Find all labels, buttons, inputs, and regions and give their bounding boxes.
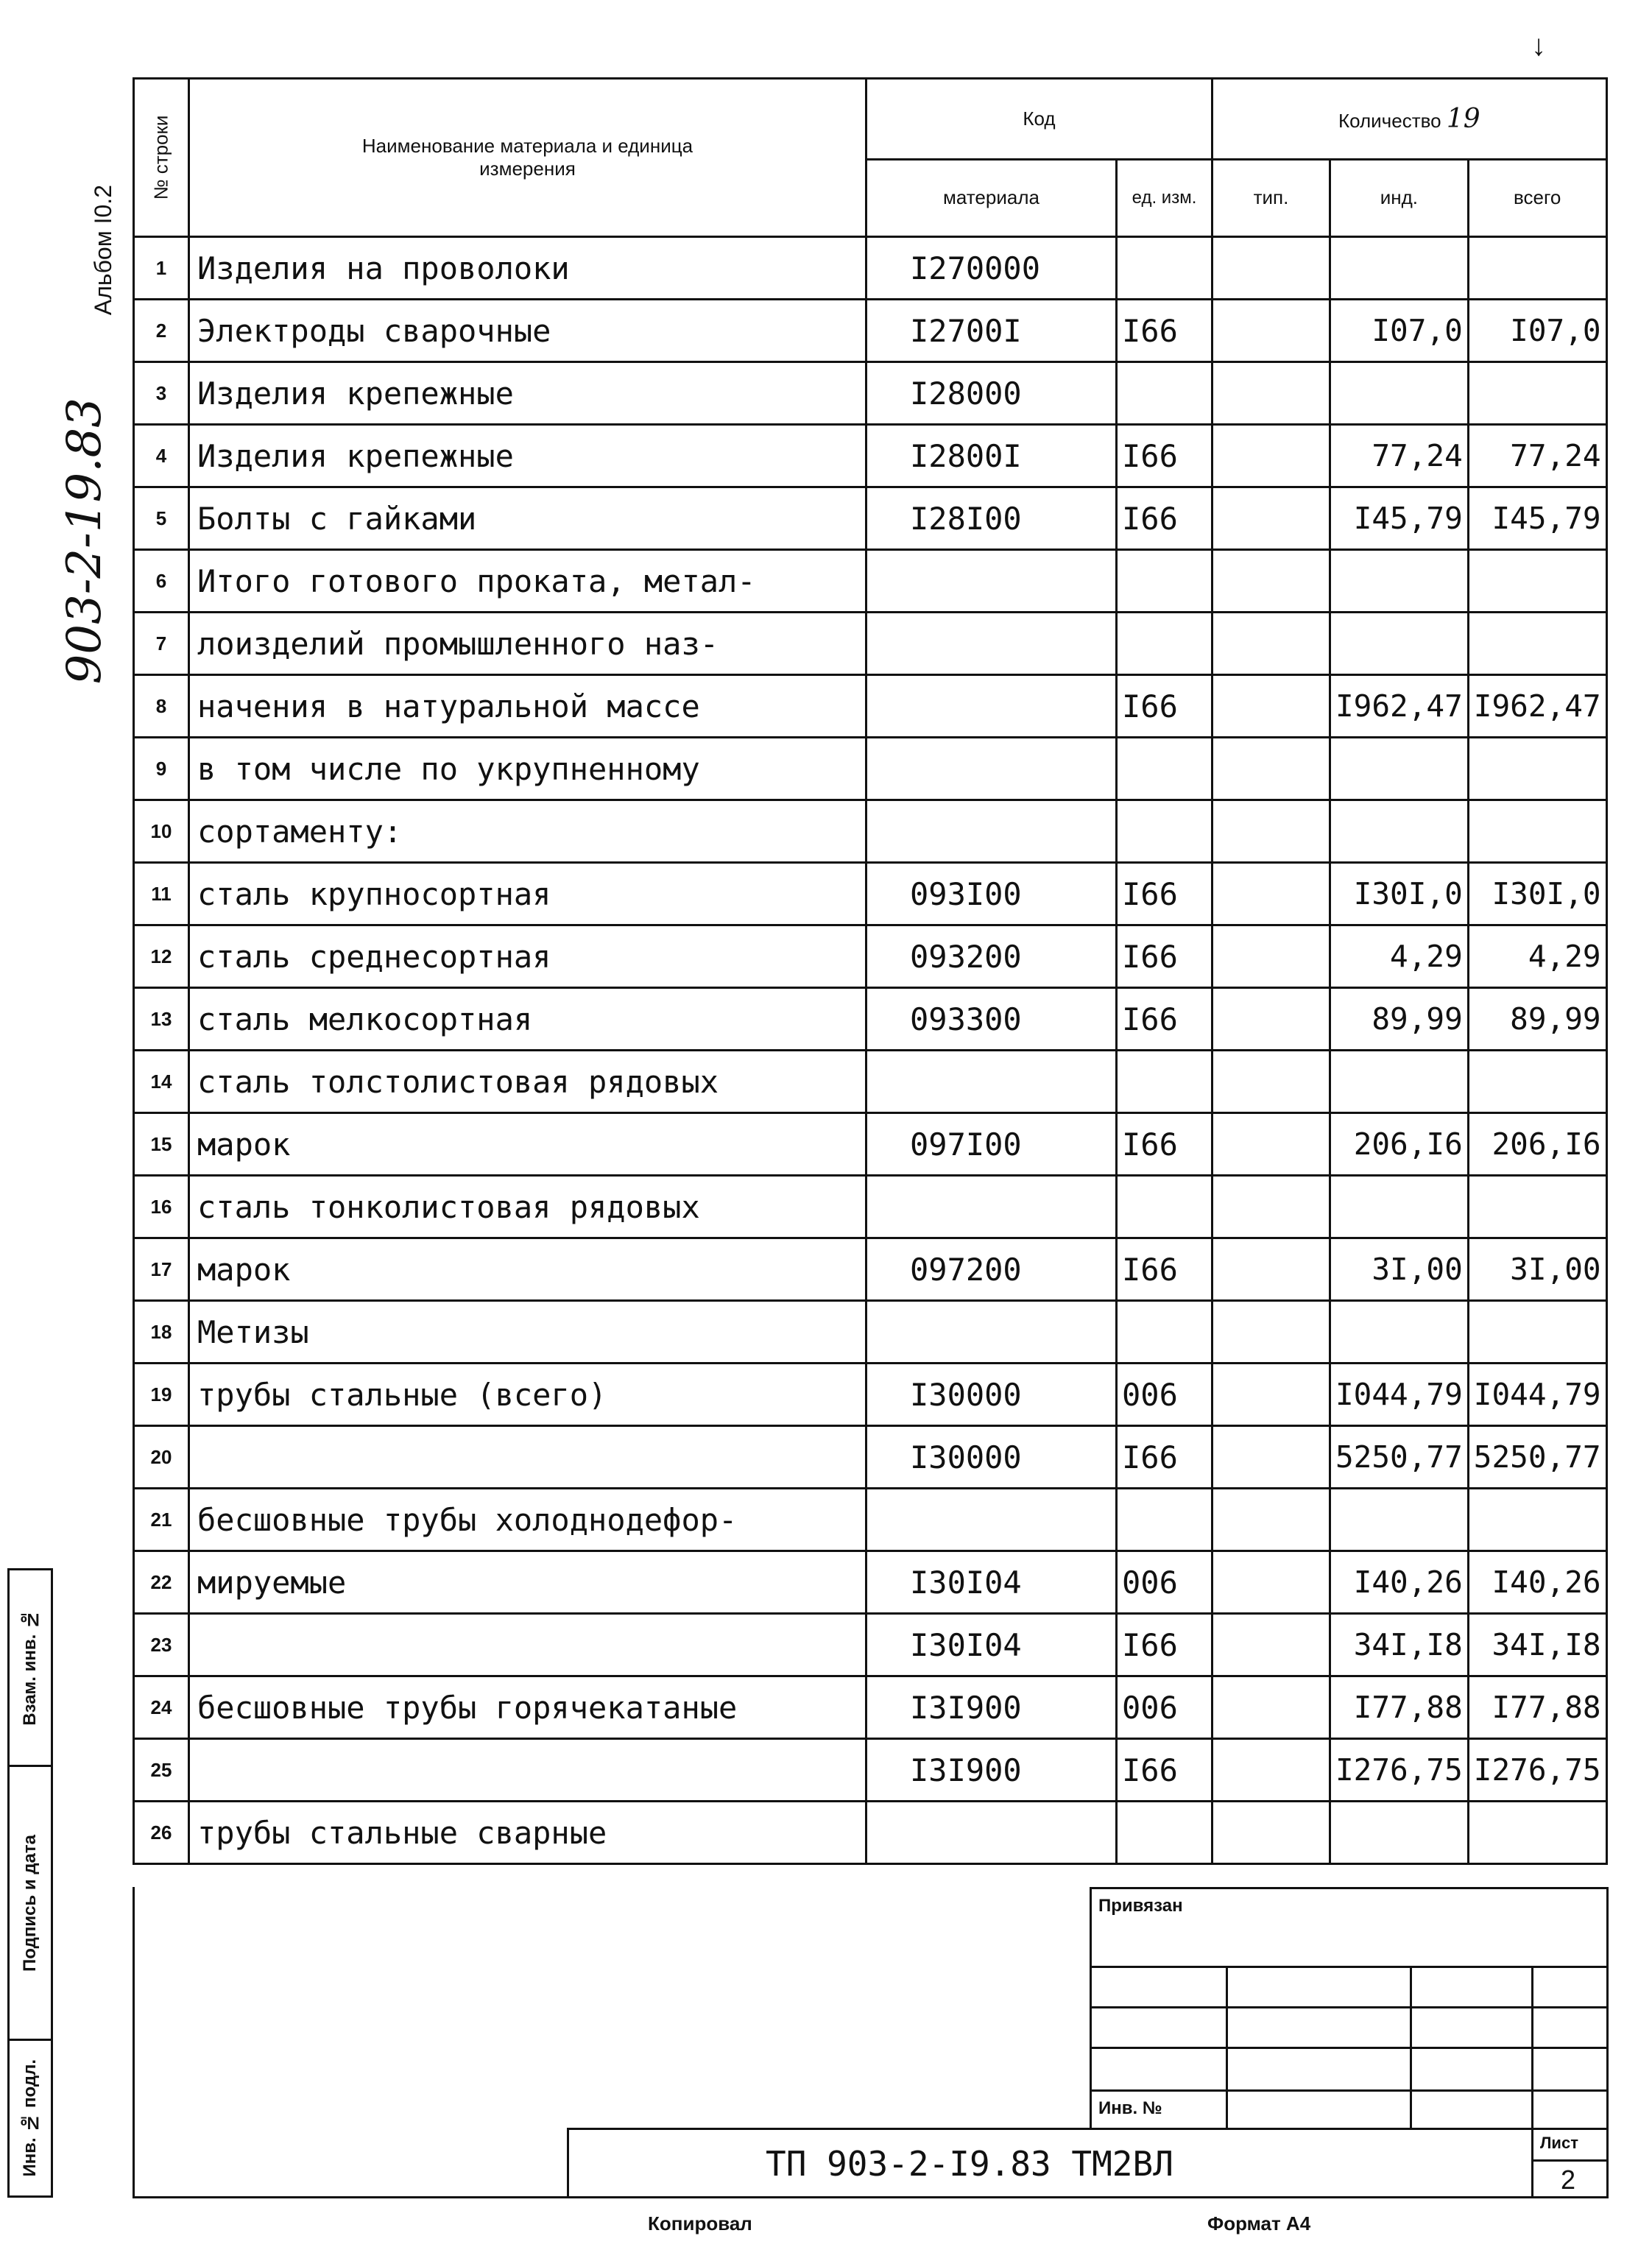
unit-code-cell [1117,237,1212,300]
row-number-cell: 11 [134,863,189,925]
material-name-cell: Изделия крепежные [189,362,866,425]
unit-code-cell [1117,800,1212,863]
qty-total-cell [1468,1489,1606,1551]
table-row [134,550,1607,613]
qty-typ-cell [1212,1176,1330,1238]
unit-code-cell: I66 [1117,675,1212,738]
row-number-cell: 20 [134,1426,189,1489]
sheet-label: Лист [1540,2134,1578,2152]
table-row [134,738,1607,800]
row-number-cell: 1 [134,237,189,300]
qty-typ-cell [1212,1802,1330,1864]
qty-total-cell: I40,26 [1468,1551,1606,1614]
qty-total-cell: 206,I6 [1468,1113,1606,1176]
qty-typ-cell [1212,675,1330,738]
table-row [134,1739,1607,1802]
material-name-cell: марок [189,1238,866,1301]
qty-ind-cell [1330,550,1469,613]
material-code-cell: I30000 [866,1364,1117,1426]
table-row [134,675,1607,738]
material-name-cell: марок [189,1113,866,1176]
total-header: всего [1468,160,1606,237]
qty-total-cell [1468,550,1606,613]
qty-ind-cell [1330,237,1469,300]
qty-ind-cell [1330,1051,1469,1113]
row-number-cell: 25 [134,1739,189,1802]
row-number-cell: 21 [134,1489,189,1551]
material-code-cell: 097200 [866,1238,1117,1301]
material-name-cell: Изделия на проволоки [189,237,866,300]
sheet-vline [1531,2128,1533,2198]
material-code-cell: 093200 [866,925,1117,988]
qty-total-cell: 77,24 [1468,425,1606,487]
unit-code-cell [1117,1301,1212,1364]
qty-ind-cell [1330,613,1469,675]
material-name-cell: бесшовные трубы горячекатаные [189,1676,866,1739]
material-code-cell: I28I00 [866,487,1117,550]
document-code: ТП 903-2-I9.83 ТМ2ВЛ [766,2144,1173,2184]
qty-typ-cell [1212,1676,1330,1739]
table-row [134,1676,1607,1739]
qty-total-cell: 3I,00 [1468,1238,1606,1301]
row-number-cell: 26 [134,1802,189,1864]
qty-typ-cell [1212,925,1330,988]
table-row [134,425,1607,487]
qty-ind-cell: I30I,0 [1330,863,1469,925]
material-name-cell: Электроды сварочные [189,300,866,362]
code-header: Код [866,79,1212,160]
qty-ind-cell: 34I,I8 [1330,1614,1469,1676]
material-code-cell [866,1051,1117,1113]
material-name-cell: сортаменту: [189,800,866,863]
material-code-cell: I30000 [866,1426,1117,1489]
qty-ind-cell: 89,99 [1330,988,1469,1051]
qty-ind-cell: I276,75 [1330,1739,1469,1802]
qty-typ-cell [1212,1301,1330,1364]
material-code-cell [866,1301,1117,1364]
qty-ind-cell [1330,1301,1469,1364]
table-row [134,1113,1607,1176]
unit-code-cell [1117,613,1212,675]
material-code-cell: I30I04 [866,1551,1117,1614]
stamp-original-inv: Инв. № подл. [7,2039,53,2198]
row-number-cell: 12 [134,925,189,988]
corner-mark: ↓ [1531,29,1546,62]
qty-total-cell: 4,29 [1468,925,1606,988]
sheet-hline [1531,2159,1609,2162]
qty-ind-cell: I07,0 [1330,300,1469,362]
table-row [134,487,1607,550]
material-name-cell: сталь толстолистовая рядовых [189,1051,866,1113]
qty-ind-cell: I40,26 [1330,1551,1469,1614]
row-number-cell: 14 [134,1051,189,1113]
unit-code-cell: 006 [1117,1551,1212,1614]
row-number-cell: 6 [134,550,189,613]
unit-code-cell: I66 [1117,1739,1212,1802]
row-number-cell: 2 [134,300,189,362]
qty-ind-cell [1330,800,1469,863]
material-name-cell: сталь среднесортная [189,925,866,988]
unit-code-cell: I66 [1117,863,1212,925]
qty-ind-cell [1330,362,1469,425]
row-number-cell: 4 [134,425,189,487]
quantity-note: 19 [1446,103,1480,134]
qty-typ-cell [1212,1113,1330,1176]
qty-total-cell: I45,79 [1468,487,1606,550]
unit-code-cell: I66 [1117,988,1212,1051]
material-name-cell: начения в натуральной массе [189,675,866,738]
qty-ind-cell: I45,79 [1330,487,1469,550]
sheet-number: 2 [1561,2165,1576,2195]
row-number-cell: 9 [134,738,189,800]
quantity-header: Количество 19 [1212,79,1607,160]
qty-typ-cell [1212,1051,1330,1113]
qty-total-cell [1468,237,1606,300]
qty-ind-cell [1330,1802,1469,1864]
qty-total-cell: I276,75 [1468,1739,1606,1802]
row-number-cell: 15 [134,1113,189,1176]
unit-code-cell: 006 [1117,1676,1212,1739]
inv-no-label: Инв. № [1098,2098,1162,2118]
material-code-cell [866,550,1117,613]
table-row [134,1176,1607,1238]
material-code-cell [866,800,1117,863]
table-row [134,1489,1607,1551]
qty-total-cell [1468,362,1606,425]
qty-typ-cell [1212,1614,1330,1676]
row-number-cell: 19 [134,1364,189,1426]
material-code-cell: I2700I [866,300,1117,362]
table-row [134,863,1607,925]
material-code-cell: I270000 [866,237,1117,300]
qty-ind-cell [1330,1176,1469,1238]
material-code-cell: I28000 [866,362,1117,425]
qty-total-cell: I77,88 [1468,1676,1606,1739]
table-row [134,1051,1607,1113]
material-name-cell: мируемые [189,1551,866,1614]
table-row [134,300,1607,362]
material-code-cell: I2800I [866,425,1117,487]
row-number-cell: 3 [134,362,189,425]
unit-code-cell [1117,362,1212,425]
table-row [134,1802,1607,1864]
qty-ind-cell: I962,47 [1330,675,1469,738]
qty-total-cell [1468,1051,1606,1113]
qty-typ-cell [1212,487,1330,550]
material-name-cell: сталь мелкосортная [189,988,866,1051]
qty-typ-cell [1212,300,1330,362]
qty-total-cell [1468,1301,1606,1364]
unit-code-cell: I66 [1117,1238,1212,1301]
format-label: Формат А4 [1207,2212,1311,2234]
qty-typ-cell [1212,425,1330,487]
stamp-replaced-inv: Взам. инв. № [7,1568,53,1767]
unit-code-cell: 006 [1117,1364,1212,1426]
material-name-cell: Болты с гайками [189,487,866,550]
material-code-cell: 097I00 [866,1113,1117,1176]
qty-total-cell [1468,1802,1606,1864]
material-name-cell: трубы стальные (всего) [189,1364,866,1426]
material-name-cell [189,1426,866,1489]
material-name-cell: в том числе по укрупненному [189,738,866,800]
project-number: 903-2-19.83 [57,398,112,685]
qty-typ-cell [1212,237,1330,300]
table-row [134,362,1607,425]
unit-code-cell [1117,1489,1212,1551]
bound-vline-2 [1410,1966,1412,2130]
table-row [134,1551,1607,1614]
qty-total-cell: 34I,I8 [1468,1614,1606,1676]
unit-code-cell: I66 [1117,300,1212,362]
material-code-cell [866,1802,1117,1864]
table-row [134,925,1607,988]
unit-code-cell: I66 [1117,487,1212,550]
qty-typ-cell [1212,1489,1330,1551]
table-row [134,613,1607,675]
material-name-cell: трубы стальные сварные [189,1802,866,1864]
table-row [134,237,1607,300]
unit-code-cell: I66 [1117,1426,1212,1489]
unit-code-cell: I66 [1117,925,1212,988]
qty-ind-cell: 5250,77 [1330,1426,1469,1489]
row-number-cell: 23 [134,1614,189,1676]
qty-total-cell [1468,613,1606,675]
qty-ind-cell [1330,738,1469,800]
material-code-cell: I30I04 [866,1614,1117,1676]
table-row [134,988,1607,1051]
row-number-header: № строки [134,79,189,237]
material-name-cell: Изделия крепежные [189,425,866,487]
material-code-cell [866,1176,1117,1238]
row-number-cell: 13 [134,988,189,1051]
material-name-cell: лоизделий промышленного наз- [189,613,866,675]
table-row [134,1426,1607,1489]
material-code-cell: I3I900 [866,1676,1117,1739]
typ-header: тип. [1212,160,1330,237]
qty-typ-cell [1212,1238,1330,1301]
stamp-signature-date: Подпись и дата [7,1765,53,2041]
material-code-header: материала [866,160,1117,237]
material-name-cell: сталь тонколистовая рядовых [189,1176,866,1238]
material-name-cell: сталь крупносортная [189,863,866,925]
qty-total-cell [1468,800,1606,863]
qty-total-cell: 5250,77 [1468,1426,1606,1489]
table-row [134,1614,1607,1676]
table-row [134,1238,1607,1301]
ind-header: инд. [1330,160,1469,237]
materials-table [133,77,1608,1865]
table-row [134,1301,1607,1364]
unit-code-cell: I66 [1117,1614,1212,1676]
material-code-cell: 093300 [866,988,1117,1051]
bound-label: Привязан [1098,1896,1183,1916]
table-row [134,1364,1607,1426]
qty-typ-cell [1212,988,1330,1051]
bound-vline-3 [1531,1966,1533,2130]
copied-label: Копировал [648,2212,752,2234]
row-number-cell: 24 [134,1676,189,1739]
material-name-cell: Метизы [189,1301,866,1364]
qty-typ-cell [1212,1426,1330,1489]
material-code-cell [866,613,1117,675]
row-number-cell: 22 [134,1551,189,1614]
qty-typ-cell [1212,550,1330,613]
unit-code-header: ед. изм. [1117,160,1212,237]
row-number-cell: 5 [134,487,189,550]
unit-code-cell: I66 [1117,1113,1212,1176]
row-number-cell: 7 [134,613,189,675]
qty-typ-cell [1212,863,1330,925]
unit-code-cell: I66 [1117,425,1212,487]
qty-typ-cell [1212,1364,1330,1426]
material-code-cell [866,738,1117,800]
material-code-cell [866,675,1117,738]
qty-typ-cell [1212,800,1330,863]
unit-code-cell [1117,738,1212,800]
material-name-cell [189,1739,866,1802]
material-code-cell: 093I00 [866,863,1117,925]
qty-ind-cell: 3I,00 [1330,1238,1469,1301]
qty-ind-cell: 4,29 [1330,925,1469,988]
row-number-cell: 18 [134,1301,189,1364]
row-number-cell: 8 [134,675,189,738]
qty-ind-cell: 206,I6 [1330,1113,1469,1176]
qty-typ-cell [1212,1551,1330,1614]
qty-typ-cell [1212,362,1330,425]
unit-code-cell [1117,1051,1212,1113]
row-number-cell: 16 [134,1176,189,1238]
qty-ind-cell: 77,24 [1330,425,1469,487]
qty-total-cell: I962,47 [1468,675,1606,738]
qty-typ-cell [1212,738,1330,800]
qty-total-cell [1468,738,1606,800]
qty-typ-cell [1212,1739,1330,1802]
qty-ind-cell: I044,79 [1330,1364,1469,1426]
unit-code-cell [1117,1802,1212,1864]
qty-total-cell [1468,1176,1606,1238]
row-number-cell: 17 [134,1238,189,1301]
qty-typ-cell [1212,613,1330,675]
qty-total-cell: I07,0 [1468,300,1606,362]
qty-total-cell: I30I,0 [1468,863,1606,925]
qty-total-cell: I044,79 [1468,1364,1606,1426]
bound-vline-1 [1226,1966,1228,2130]
material-name-cell: бесшовные трубы холоднодефор- [189,1489,866,1551]
material-code-cell [866,1489,1117,1551]
qty-ind-cell: I77,88 [1330,1676,1469,1739]
material-name-header: Наименование материала и единица измерения [189,79,866,237]
qty-total-cell: 89,99 [1468,988,1606,1051]
material-code-cell: I3I900 [866,1739,1117,1802]
material-name-cell [189,1614,866,1676]
row-number-cell: 10 [134,800,189,863]
unit-code-cell [1117,550,1212,613]
qty-ind-cell [1330,1489,1469,1551]
album-label: Альбом I0.2 [89,185,116,316]
table-row [134,800,1607,863]
unit-code-cell [1117,1176,1212,1238]
material-name-cell: Итого готового проката, метал- [189,550,866,613]
